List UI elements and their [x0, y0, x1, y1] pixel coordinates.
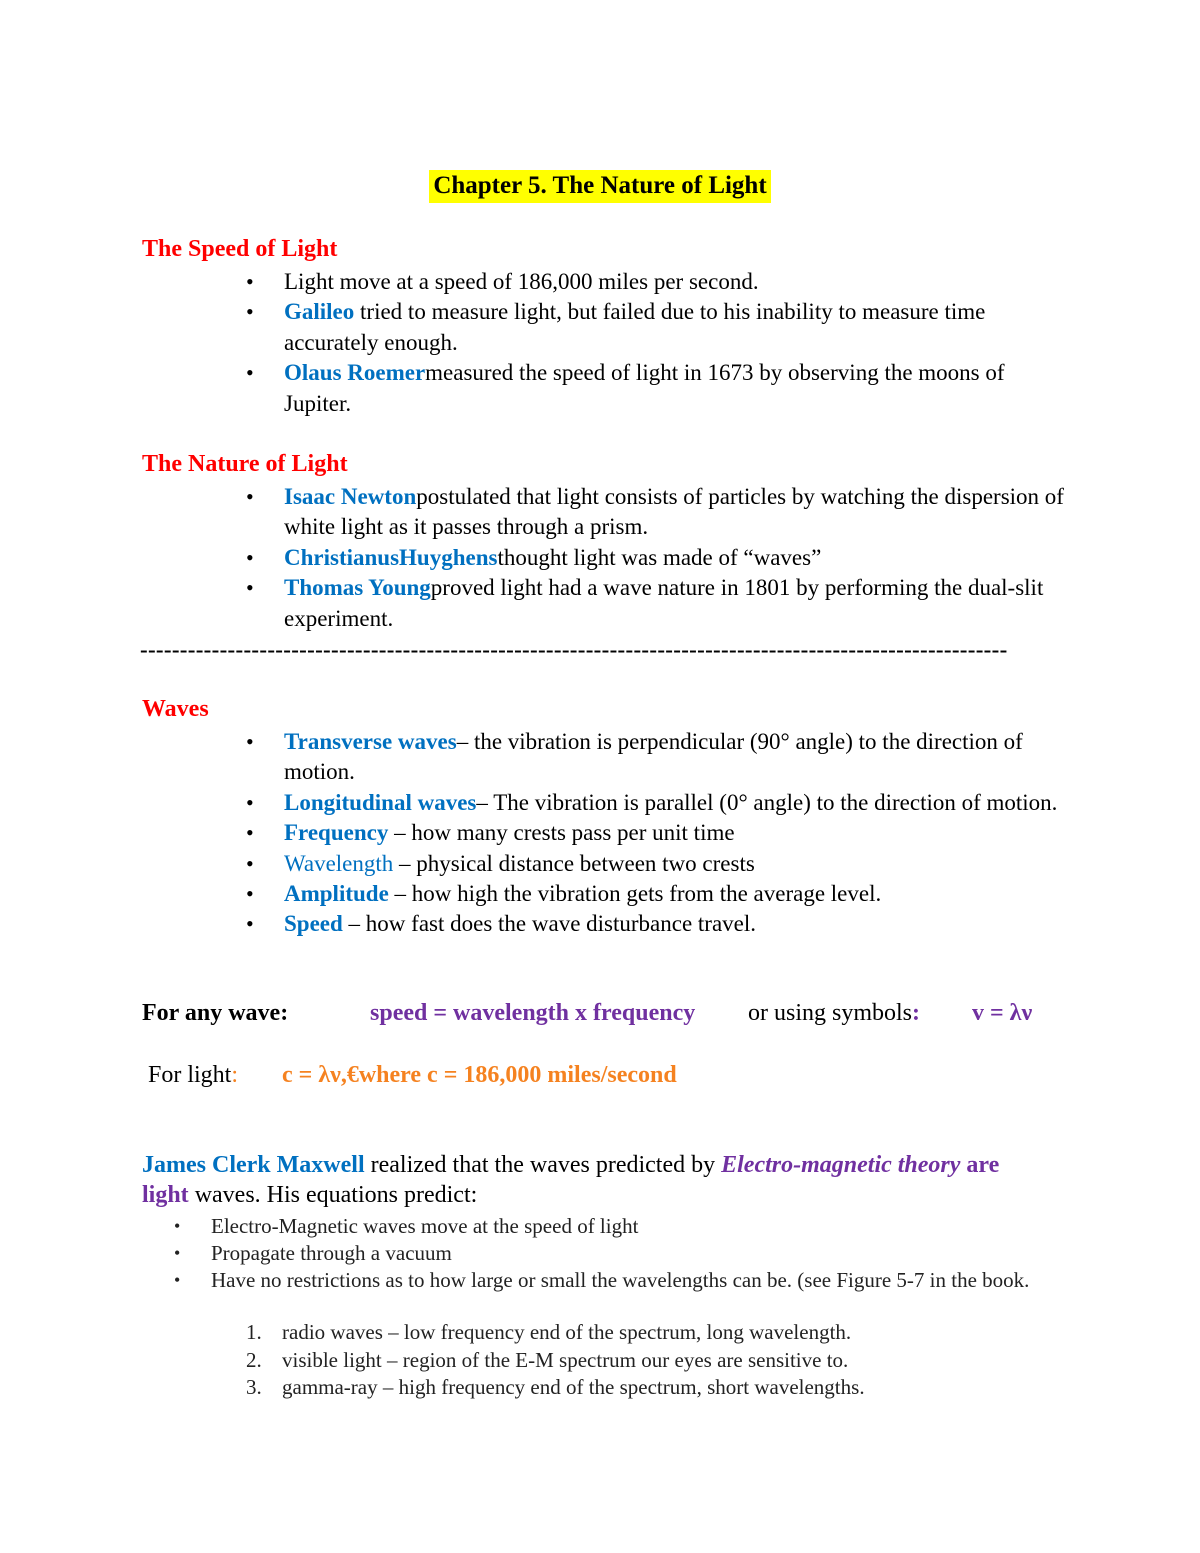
bullet-icon: • — [174, 1216, 181, 1236]
bullet-icon: • — [246, 360, 254, 386]
light-colon: : — [231, 1062, 239, 1088]
list-item — [0, 849, 1074, 879]
light-where: €where c = 186,000 miles/second — [346, 1062, 677, 1088]
equation-light-label — [148, 1062, 238, 1089]
list-item — [0, 1374, 1082, 1402]
list-item — [0, 267, 1074, 297]
list-item — [0, 573, 1074, 634]
bullet-icon: • — [246, 269, 254, 294]
item-text: gamma-ray – high frequency end of the spectrum, short wavelengths. — [282, 1375, 865, 1399]
list-item — [0, 482, 1074, 543]
item-number: 1. — [246, 1320, 262, 1344]
list-item — [0, 1213, 1051, 1240]
list-item — [0, 1347, 1082, 1375]
term: Isaac Newton — [284, 484, 417, 509]
item-text: Light move at a speed of 186,000 miles per second. — [284, 269, 759, 294]
maxwell-name: James Clerk Maxwell — [142, 1152, 365, 1178]
item-text: thought light was made of “waves” — [497, 544, 822, 570]
term: Longitudinal waves — [284, 789, 477, 815]
bullet-icon: • — [246, 729, 254, 754]
term: Speed — [284, 911, 343, 937]
maxwell-list — [0, 1213, 1051, 1294]
bullet-icon: • — [174, 1270, 181, 1290]
equation-wave-label: For any wave: — [142, 1000, 289, 1026]
term: Transverse waves — [284, 729, 457, 754]
item-text: – how many crests pass per unit time — [388, 820, 735, 846]
light-label-text: For light — [148, 1062, 232, 1088]
term: Galileo — [284, 299, 355, 325]
equation-colon: : — [912, 1000, 921, 1026]
item-text: – The vibration is parallel (0° angle) to the direction of motion. — [476, 789, 1058, 815]
heading-speed-of-light: The Speed of Light — [142, 236, 338, 262]
term: ChristianusHuyghens — [284, 544, 498, 570]
page-title: Chapter 5. The Nature of Light — [429, 170, 770, 203]
item-text: postulated that light consists of particles by watching the dispersion of white light as it passes through a prism. — [284, 484, 1064, 540]
spectrum-list — [0, 1319, 1082, 1402]
item-text: – physical distance between two crests — [393, 850, 755, 876]
bullet-icon: • — [246, 820, 254, 846]
equation-light-formula — [282, 1062, 677, 1089]
waves-list — [0, 727, 1074, 940]
item-text: proved light had a wave nature in 1801 by performing the dual-slit experiment. — [284, 575, 1044, 631]
list-item — [0, 909, 1074, 939]
term: Frequency — [284, 820, 389, 846]
term: Olaus Roemer — [284, 360, 426, 386]
heading-nature-of-light: The Nature of Light — [142, 451, 348, 477]
item-text: Propagate through a vacuum — [211, 1241, 452, 1265]
list-item — [0, 1267, 1051, 1294]
equation-wave-middle — [748, 1000, 920, 1027]
item-text: visible light – region of the E-M spectrum our eyes are sensitive to. — [282, 1347, 849, 1372]
bullet-icon: • — [246, 544, 254, 570]
equation-wave-formula: speed = wavelength x frequency — [370, 1000, 696, 1026]
bullet-icon: • — [246, 575, 254, 601]
list-item — [0, 727, 1074, 788]
item-text: – how high the vibration gets from the average level. — [388, 881, 882, 907]
maxwell-are-light: are light — [142, 1152, 1000, 1208]
list-item — [0, 358, 1074, 419]
term: Amplitude — [284, 881, 389, 907]
term: Thomas Young — [284, 575, 431, 601]
light-formula: c = λν, — [282, 1062, 347, 1088]
list-item — [0, 1319, 1082, 1347]
equation-wave-symbols: v = λν — [972, 1000, 1033, 1026]
maxwell-text-2: waves. His equations predict: — [188, 1182, 478, 1208]
item-text: Electro-Magnetic waves move at the speed of light — [211, 1214, 639, 1238]
item-number: 3. — [246, 1375, 262, 1399]
dashed-divider: ------------------------------------------------------------------------------------------------------------- — [140, 637, 1008, 662]
nature-list — [0, 482, 1074, 634]
maxwell-paragraph — [142, 1150, 1002, 1210]
item-text: Have no restrictions as to how large or small the wavelengths can be. (see Figure 5-7 in the book. — [211, 1268, 1030, 1292]
item-text: tried to measure light, but failed due to his inability to measure time accurately enough. — [284, 299, 986, 355]
item-text: – the vibration is perpendicular (90° angle) to the direction of motion. — [284, 729, 1023, 785]
bullet-icon: • — [246, 911, 254, 937]
bullet-icon: • — [246, 881, 254, 907]
bullet-icon: • — [174, 1243, 181, 1263]
item-text: – how fast does the wave disturbance travel. — [342, 911, 757, 937]
bullet-icon: • — [246, 789, 254, 815]
bullet-icon: • — [246, 484, 254, 509]
bullet-icon: • — [246, 299, 254, 325]
maxwell-text: realized that the waves predicted by — [364, 1152, 722, 1178]
heading-waves: Waves — [142, 696, 209, 722]
list-item — [0, 297, 1074, 358]
item-text: measured the speed of light in 1673 by observing the moons of Jupiter. — [284, 360, 1005, 416]
list-item — [0, 543, 1074, 573]
list-item — [0, 788, 1074, 818]
title-block — [0, 172, 1200, 200]
speed-list — [0, 267, 1074, 419]
bullet-icon: • — [246, 850, 254, 876]
equation-middle-text: or using symbols — [748, 1000, 913, 1026]
term: Wavelength — [284, 850, 394, 876]
item-text: radio waves – low frequency end of the spectrum, long wavelength. — [282, 1320, 852, 1344]
list-item — [0, 818, 1074, 848]
list-item — [0, 1240, 1051, 1267]
list-item — [0, 879, 1074, 909]
item-number: 2. — [246, 1347, 262, 1372]
maxwell-theory: Electro-magnetic theory — [721, 1152, 961, 1178]
